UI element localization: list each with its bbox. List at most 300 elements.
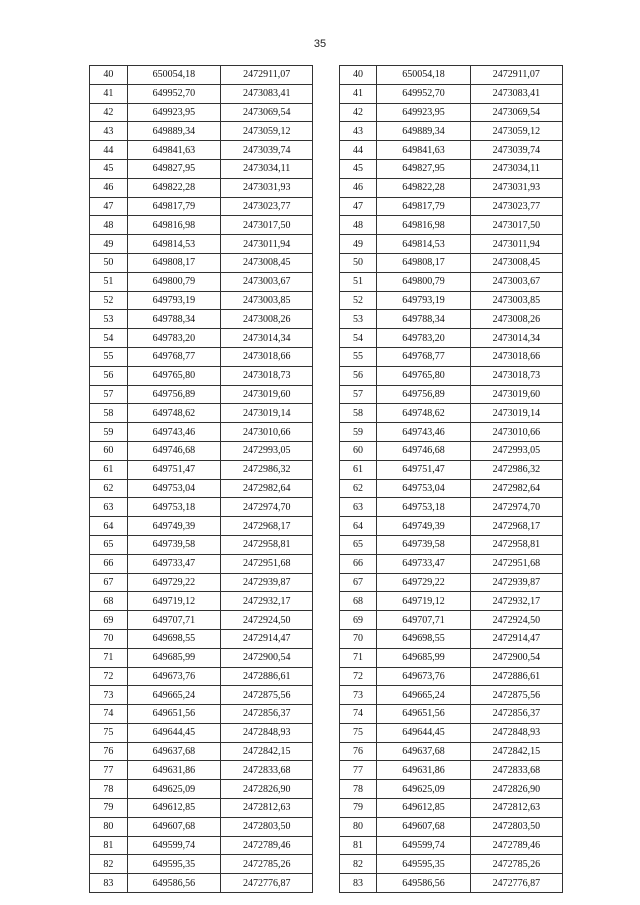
right-y-coordinate-cell: 2473019,14	[470, 404, 562, 423]
left-point-number-cell: 48	[90, 216, 128, 235]
right-x-coordinate-cell: 649783,20	[377, 329, 470, 348]
right-x-coordinate-cell: 649595,35	[377, 855, 470, 874]
table-row	[90, 159, 563, 178]
left-y-coordinate-cell: 2473017,50	[221, 216, 313, 235]
right-point-number-cell: 61	[339, 460, 377, 479]
left-point-number-cell: 52	[90, 291, 128, 310]
left-point-number-cell: 69	[90, 611, 128, 630]
left-x-coordinate-cell: 649841,63	[127, 141, 220, 160]
right-point-number-cell: 52	[339, 291, 377, 310]
left-y-coordinate-cell: 2472924,50	[221, 611, 313, 630]
right-point-number-cell: 73	[339, 686, 377, 705]
right-point-number-cell: 68	[339, 592, 377, 611]
right-y-coordinate-cell: 2472789,46	[470, 836, 562, 855]
table-row	[90, 799, 563, 818]
left-x-coordinate-cell: 649595,35	[127, 855, 220, 874]
left-x-coordinate-cell: 649743,46	[127, 423, 220, 442]
column-gap	[313, 535, 339, 554]
left-x-coordinate-cell: 649816,98	[127, 216, 220, 235]
column-gap	[313, 141, 339, 160]
left-point-number-cell: 54	[90, 329, 128, 348]
left-point-number-cell: 73	[90, 686, 128, 705]
right-point-number-cell: 72	[339, 667, 377, 686]
right-point-number-cell: 55	[339, 347, 377, 366]
right-y-coordinate-cell: 2473011,94	[470, 235, 562, 254]
table-row	[90, 122, 563, 141]
left-x-coordinate-cell: 649707,71	[127, 611, 220, 630]
left-point-number-cell: 71	[90, 648, 128, 667]
left-y-coordinate-cell: 2473031,93	[221, 178, 313, 197]
right-y-coordinate-cell: 2473010,66	[470, 423, 562, 442]
left-point-number-cell: 68	[90, 592, 128, 611]
right-x-coordinate-cell: 649746,68	[377, 441, 470, 460]
right-point-number-cell: 70	[339, 629, 377, 648]
left-x-coordinate-cell: 649783,20	[127, 329, 220, 348]
right-point-number-cell: 47	[339, 197, 377, 216]
left-x-coordinate-cell: 649733,47	[127, 554, 220, 573]
right-y-coordinate-cell: 2472939,87	[470, 573, 562, 592]
right-point-number-cell: 78	[339, 780, 377, 799]
left-x-coordinate-cell: 649756,89	[127, 385, 220, 404]
left-point-number-cell: 83	[90, 874, 128, 893]
table-row	[90, 216, 563, 235]
right-point-number-cell: 80	[339, 817, 377, 836]
right-x-coordinate-cell: 649753,18	[377, 498, 470, 517]
table-row	[90, 855, 563, 874]
table-row	[90, 667, 563, 686]
left-point-number-cell: 50	[90, 253, 128, 272]
coordinates-table	[89, 65, 563, 893]
left-x-coordinate-cell: 649612,85	[127, 799, 220, 818]
right-point-number-cell: 48	[339, 216, 377, 235]
left-y-coordinate-cell: 2472993,05	[221, 441, 313, 460]
left-y-coordinate-cell: 2472789,46	[221, 836, 313, 855]
left-point-number-cell: 82	[90, 855, 128, 874]
right-y-coordinate-cell: 2472785,26	[470, 855, 562, 874]
column-gap	[313, 742, 339, 761]
left-y-coordinate-cell: 2472803,50	[221, 817, 313, 836]
left-x-coordinate-cell: 649753,04	[127, 479, 220, 498]
right-y-coordinate-cell: 2472924,50	[470, 611, 562, 630]
left-y-coordinate-cell: 2472911,07	[221, 66, 313, 85]
right-y-coordinate-cell: 2472856,37	[470, 705, 562, 724]
right-point-number-cell: 45	[339, 159, 377, 178]
left-point-number-cell: 74	[90, 705, 128, 724]
column-gap	[313, 836, 339, 855]
left-x-coordinate-cell: 649788,34	[127, 310, 220, 329]
left-y-coordinate-cell: 2473008,26	[221, 310, 313, 329]
left-point-number-cell: 66	[90, 554, 128, 573]
left-x-coordinate-cell: 649817,79	[127, 197, 220, 216]
table-row	[90, 554, 563, 573]
right-x-coordinate-cell: 649923,95	[377, 103, 470, 122]
column-gap	[313, 197, 339, 216]
left-y-coordinate-cell: 2473003,67	[221, 272, 313, 291]
right-y-coordinate-cell: 2473018,73	[470, 366, 562, 385]
left-y-coordinate-cell: 2472986,32	[221, 460, 313, 479]
left-x-coordinate-cell: 649765,80	[127, 366, 220, 385]
right-x-coordinate-cell: 649808,17	[377, 253, 470, 272]
right-point-number-cell: 58	[339, 404, 377, 423]
right-x-coordinate-cell: 649631,86	[377, 761, 470, 780]
left-x-coordinate-cell: 649673,76	[127, 667, 220, 686]
left-x-coordinate-cell: 649637,68	[127, 742, 220, 761]
column-gap	[313, 178, 339, 197]
right-x-coordinate-cell: 649625,09	[377, 780, 470, 799]
right-point-number-cell: 44	[339, 141, 377, 160]
right-x-coordinate-cell: 649800,79	[377, 272, 470, 291]
right-y-coordinate-cell: 2472900,54	[470, 648, 562, 667]
left-x-coordinate-cell: 649800,79	[127, 272, 220, 291]
column-gap	[313, 573, 339, 592]
right-x-coordinate-cell: 649644,45	[377, 723, 470, 742]
right-y-coordinate-cell: 2472803,50	[470, 817, 562, 836]
column-gap	[313, 235, 339, 254]
column-gap	[313, 517, 339, 536]
left-y-coordinate-cell: 2472785,26	[221, 855, 313, 874]
left-x-coordinate-cell: 649607,68	[127, 817, 220, 836]
left-y-coordinate-cell: 2472900,54	[221, 648, 313, 667]
left-y-coordinate-cell: 2473008,45	[221, 253, 313, 272]
column-gap	[313, 84, 339, 103]
right-y-coordinate-cell: 2473023,77	[470, 197, 562, 216]
table-row	[90, 84, 563, 103]
column-gap	[313, 780, 339, 799]
right-x-coordinate-cell: 649733,47	[377, 554, 470, 573]
right-y-coordinate-cell: 2473031,93	[470, 178, 562, 197]
right-y-coordinate-cell: 2473039,74	[470, 141, 562, 160]
column-gap	[313, 761, 339, 780]
left-y-coordinate-cell: 2473011,94	[221, 235, 313, 254]
left-point-number-cell: 58	[90, 404, 128, 423]
left-x-coordinate-cell: 649751,47	[127, 460, 220, 479]
right-point-number-cell: 56	[339, 366, 377, 385]
table-row	[90, 479, 563, 498]
right-x-coordinate-cell: 649751,47	[377, 460, 470, 479]
left-x-coordinate-cell: 649586,56	[127, 874, 220, 893]
right-y-coordinate-cell: 2473003,85	[470, 291, 562, 310]
left-point-number-cell: 40	[90, 66, 128, 85]
left-y-coordinate-cell: 2473018,66	[221, 347, 313, 366]
left-y-coordinate-cell: 2473014,34	[221, 329, 313, 348]
column-gap	[313, 667, 339, 686]
left-y-coordinate-cell: 2472856,37	[221, 705, 313, 724]
table-row	[90, 253, 563, 272]
right-x-coordinate-cell: 649827,95	[377, 159, 470, 178]
right-x-coordinate-cell: 649673,76	[377, 667, 470, 686]
left-y-coordinate-cell: 2472886,61	[221, 667, 313, 686]
table-row	[90, 780, 563, 799]
left-x-coordinate-cell: 649625,09	[127, 780, 220, 799]
table-row	[90, 103, 563, 122]
table-row	[90, 66, 563, 85]
right-x-coordinate-cell: 649729,22	[377, 573, 470, 592]
left-point-number-cell: 45	[90, 159, 128, 178]
left-point-number-cell: 57	[90, 385, 128, 404]
left-y-coordinate-cell: 2473039,74	[221, 141, 313, 160]
right-y-coordinate-cell: 2472842,15	[470, 742, 562, 761]
right-y-coordinate-cell: 2472951,68	[470, 554, 562, 573]
left-y-coordinate-cell: 2472826,90	[221, 780, 313, 799]
right-x-coordinate-cell: 649707,71	[377, 611, 470, 630]
right-point-number-cell: 79	[339, 799, 377, 818]
table-row	[90, 404, 563, 423]
right-y-coordinate-cell: 2473019,60	[470, 385, 562, 404]
left-y-coordinate-cell: 2473019,60	[221, 385, 313, 404]
left-point-number-cell: 46	[90, 178, 128, 197]
column-gap	[313, 423, 339, 442]
right-y-coordinate-cell: 2472833,68	[470, 761, 562, 780]
column-gap	[313, 291, 339, 310]
left-x-coordinate-cell: 649651,56	[127, 705, 220, 724]
column-gap	[313, 216, 339, 235]
column-gap	[313, 441, 339, 460]
left-y-coordinate-cell: 2473010,66	[221, 423, 313, 442]
right-x-coordinate-cell: 650054,18	[377, 66, 470, 85]
table-row	[90, 310, 563, 329]
left-point-number-cell: 61	[90, 460, 128, 479]
right-y-coordinate-cell: 2472914,47	[470, 629, 562, 648]
right-x-coordinate-cell: 649788,34	[377, 310, 470, 329]
left-point-number-cell: 56	[90, 366, 128, 385]
table-row	[90, 423, 563, 442]
left-y-coordinate-cell: 2473023,77	[221, 197, 313, 216]
left-x-coordinate-cell: 649746,68	[127, 441, 220, 460]
left-y-coordinate-cell: 2472842,15	[221, 742, 313, 761]
column-gap	[313, 479, 339, 498]
left-x-coordinate-cell: 649631,86	[127, 761, 220, 780]
left-x-coordinate-cell: 649719,12	[127, 592, 220, 611]
left-y-coordinate-cell: 2473069,54	[221, 103, 313, 122]
column-gap	[313, 347, 339, 366]
table-row	[90, 686, 563, 705]
left-x-coordinate-cell: 649952,70	[127, 84, 220, 103]
right-point-number-cell: 42	[339, 103, 377, 122]
table-row	[90, 611, 563, 630]
left-point-number-cell: 59	[90, 423, 128, 442]
right-y-coordinate-cell: 2473008,26	[470, 310, 562, 329]
left-y-coordinate-cell: 2473019,14	[221, 404, 313, 423]
table-row	[90, 141, 563, 160]
right-point-number-cell: 69	[339, 611, 377, 630]
right-x-coordinate-cell: 649817,79	[377, 197, 470, 216]
right-point-number-cell: 65	[339, 535, 377, 554]
left-point-number-cell: 62	[90, 479, 128, 498]
right-point-number-cell: 82	[339, 855, 377, 874]
column-gap	[313, 686, 339, 705]
right-y-coordinate-cell: 2472974,70	[470, 498, 562, 517]
page-number: 35	[313, 38, 327, 50]
column-gap	[313, 66, 339, 85]
left-x-coordinate-cell: 649753,18	[127, 498, 220, 517]
left-x-coordinate-cell: 649808,17	[127, 253, 220, 272]
column-gap	[313, 385, 339, 404]
left-x-coordinate-cell: 649822,28	[127, 178, 220, 197]
right-y-coordinate-cell: 2472982,64	[470, 479, 562, 498]
table-row	[90, 573, 563, 592]
right-x-coordinate-cell: 649841,63	[377, 141, 470, 160]
table-row	[90, 517, 563, 536]
table-row	[90, 629, 563, 648]
right-point-number-cell: 62	[339, 479, 377, 498]
left-x-coordinate-cell: 649748,62	[127, 404, 220, 423]
right-point-number-cell: 71	[339, 648, 377, 667]
table-row	[90, 498, 563, 517]
right-x-coordinate-cell: 649816,98	[377, 216, 470, 235]
left-point-number-cell: 80	[90, 817, 128, 836]
left-point-number-cell: 47	[90, 197, 128, 216]
table-row	[90, 874, 563, 893]
right-point-number-cell: 60	[339, 441, 377, 460]
left-y-coordinate-cell: 2472974,70	[221, 498, 313, 517]
right-x-coordinate-cell: 649739,58	[377, 535, 470, 554]
left-x-coordinate-cell: 649729,22	[127, 573, 220, 592]
right-point-number-cell: 74	[339, 705, 377, 724]
right-point-number-cell: 46	[339, 178, 377, 197]
column-gap	[313, 723, 339, 742]
right-point-number-cell: 41	[339, 84, 377, 103]
right-x-coordinate-cell: 649822,28	[377, 178, 470, 197]
left-point-number-cell: 64	[90, 517, 128, 536]
right-x-coordinate-cell: 649607,68	[377, 817, 470, 836]
right-y-coordinate-cell: 2472812,63	[470, 799, 562, 818]
table-row	[90, 441, 563, 460]
table-row	[90, 648, 563, 667]
right-y-coordinate-cell: 2472968,17	[470, 517, 562, 536]
column-gap	[313, 366, 339, 385]
right-x-coordinate-cell: 649889,34	[377, 122, 470, 141]
left-point-number-cell: 51	[90, 272, 128, 291]
right-y-coordinate-cell: 2473008,45	[470, 253, 562, 272]
column-gap	[313, 629, 339, 648]
table-row	[90, 235, 563, 254]
left-y-coordinate-cell: 2472875,56	[221, 686, 313, 705]
right-point-number-cell: 75	[339, 723, 377, 742]
right-x-coordinate-cell: 649814,53	[377, 235, 470, 254]
left-x-coordinate-cell: 650054,18	[127, 66, 220, 85]
left-y-coordinate-cell: 2473003,85	[221, 291, 313, 310]
right-y-coordinate-cell: 2473018,66	[470, 347, 562, 366]
coordinates-table-body	[90, 66, 563, 893]
right-point-number-cell: 77	[339, 761, 377, 780]
right-y-coordinate-cell: 2473003,67	[470, 272, 562, 291]
right-y-coordinate-cell: 2473069,54	[470, 103, 562, 122]
column-gap	[313, 611, 339, 630]
right-point-number-cell: 51	[339, 272, 377, 291]
right-y-coordinate-cell: 2473083,41	[470, 84, 562, 103]
right-x-coordinate-cell: 649743,46	[377, 423, 470, 442]
column-gap	[313, 329, 339, 348]
table-row	[90, 761, 563, 780]
right-x-coordinate-cell: 649586,56	[377, 874, 470, 893]
left-point-number-cell: 55	[90, 347, 128, 366]
left-y-coordinate-cell: 2472932,17	[221, 592, 313, 611]
column-gap	[313, 272, 339, 291]
column-gap	[313, 817, 339, 836]
right-point-number-cell: 57	[339, 385, 377, 404]
right-y-coordinate-cell: 2472875,56	[470, 686, 562, 705]
left-y-coordinate-cell: 2473083,41	[221, 84, 313, 103]
right-point-number-cell: 81	[339, 836, 377, 855]
left-point-number-cell: 79	[90, 799, 128, 818]
left-point-number-cell: 41	[90, 84, 128, 103]
left-y-coordinate-cell: 2473018,73	[221, 366, 313, 385]
left-x-coordinate-cell: 649768,77	[127, 347, 220, 366]
left-x-coordinate-cell: 649685,99	[127, 648, 220, 667]
left-y-coordinate-cell: 2472848,93	[221, 723, 313, 742]
right-y-coordinate-cell: 2472993,05	[470, 441, 562, 460]
left-y-coordinate-cell: 2472939,87	[221, 573, 313, 592]
table-row	[90, 385, 563, 404]
right-point-number-cell: 67	[339, 573, 377, 592]
right-x-coordinate-cell: 649612,85	[377, 799, 470, 818]
right-y-coordinate-cell: 2473017,50	[470, 216, 562, 235]
right-x-coordinate-cell: 649665,24	[377, 686, 470, 705]
table-row	[90, 347, 563, 366]
left-y-coordinate-cell: 2472982,64	[221, 479, 313, 498]
table-row	[90, 836, 563, 855]
right-x-coordinate-cell: 649599,74	[377, 836, 470, 855]
right-point-number-cell: 43	[339, 122, 377, 141]
left-point-number-cell: 78	[90, 780, 128, 799]
left-point-number-cell: 44	[90, 141, 128, 160]
table-row	[90, 705, 563, 724]
column-gap	[313, 404, 339, 423]
left-y-coordinate-cell: 2472914,47	[221, 629, 313, 648]
right-x-coordinate-cell: 649765,80	[377, 366, 470, 385]
left-point-number-cell: 43	[90, 122, 128, 141]
right-x-coordinate-cell: 649753,04	[377, 479, 470, 498]
right-y-coordinate-cell: 2472776,87	[470, 874, 562, 893]
left-x-coordinate-cell: 649739,58	[127, 535, 220, 554]
right-point-number-cell: 76	[339, 742, 377, 761]
left-point-number-cell: 72	[90, 667, 128, 686]
table-row	[90, 291, 563, 310]
right-point-number-cell: 54	[339, 329, 377, 348]
right-y-coordinate-cell: 2473059,12	[470, 122, 562, 141]
right-y-coordinate-cell: 2472848,93	[470, 723, 562, 742]
table-row	[90, 460, 563, 479]
left-y-coordinate-cell: 2473059,12	[221, 122, 313, 141]
right-point-number-cell: 63	[339, 498, 377, 517]
table-row	[90, 817, 563, 836]
left-x-coordinate-cell: 649827,95	[127, 159, 220, 178]
right-y-coordinate-cell: 2472886,61	[470, 667, 562, 686]
right-y-coordinate-cell: 2472986,32	[470, 460, 562, 479]
right-x-coordinate-cell: 649793,19	[377, 291, 470, 310]
left-x-coordinate-cell: 649923,95	[127, 103, 220, 122]
table-row	[90, 178, 563, 197]
left-point-number-cell: 75	[90, 723, 128, 742]
column-gap	[313, 159, 339, 178]
right-y-coordinate-cell: 2472958,81	[470, 535, 562, 554]
right-point-number-cell: 53	[339, 310, 377, 329]
right-y-coordinate-cell: 2473014,34	[470, 329, 562, 348]
left-y-coordinate-cell: 2473034,11	[221, 159, 313, 178]
left-point-number-cell: 42	[90, 103, 128, 122]
left-x-coordinate-cell: 649665,24	[127, 686, 220, 705]
left-x-coordinate-cell: 649644,45	[127, 723, 220, 742]
right-y-coordinate-cell: 2472826,90	[470, 780, 562, 799]
column-gap	[313, 103, 339, 122]
table-row	[90, 329, 563, 348]
table-row	[90, 742, 563, 761]
column-gap	[313, 122, 339, 141]
right-x-coordinate-cell: 649748,62	[377, 404, 470, 423]
right-x-coordinate-cell: 649685,99	[377, 648, 470, 667]
right-x-coordinate-cell: 649651,56	[377, 705, 470, 724]
column-gap	[313, 855, 339, 874]
